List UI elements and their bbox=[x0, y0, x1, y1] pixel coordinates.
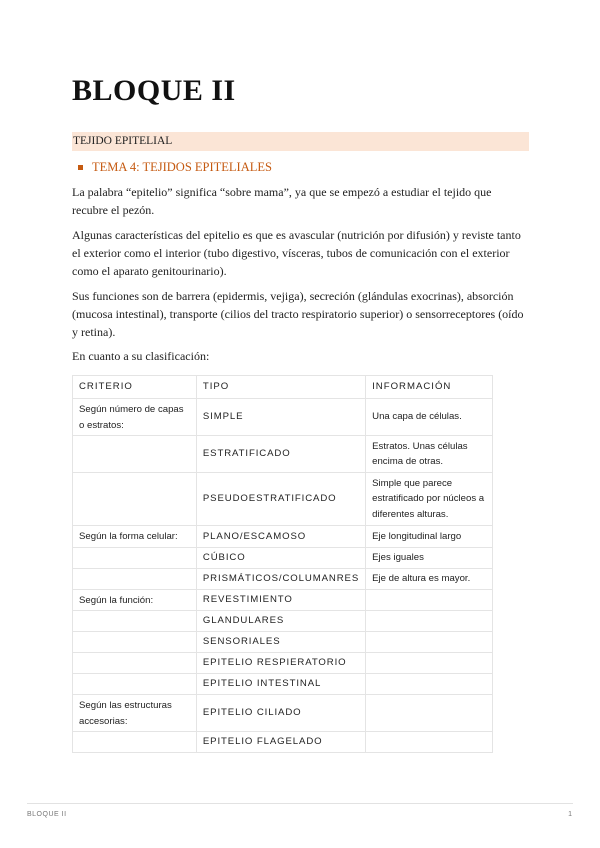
table-row bbox=[73, 568, 493, 589]
cell-tipo: EPITELIO INTESTINAL bbox=[196, 674, 365, 695]
paragraph-1: La palabra “epitelio” significa “sobre mama”, ya que se empezó a estudiar el tejido que recubre el pezón. bbox=[72, 185, 492, 217]
cell-criterio: Según las estructuras accesorias: bbox=[73, 695, 197, 732]
cell-criterio bbox=[73, 674, 197, 695]
table-row bbox=[73, 632, 493, 653]
cell-info: Simple que parece estratificado por núcleos a diferentes alturas. bbox=[366, 473, 493, 526]
cell-criterio: Según número de capas o estratos: bbox=[73, 399, 197, 436]
cell-tipo: EPITELIO CILIADO bbox=[196, 695, 365, 732]
cell-criterio: Según la forma celular: bbox=[73, 526, 197, 548]
cell-tipo: PLANO/ESCAMOSO bbox=[196, 526, 365, 548]
paragraph-2: Algunas características del epitelio es que es avascular (nutrición por difusión) y reviste tanto el exterior como el interior (tubo digestivo, vísceras, tubos de comunicación con el exterior como el aparato genitourinario). bbox=[72, 228, 521, 278]
tema-heading bbox=[78, 160, 272, 175]
cell-tipo: GLANDULARES bbox=[196, 611, 365, 632]
cell-criterio bbox=[73, 473, 197, 526]
footer-divider bbox=[27, 803, 573, 804]
cell-criterio bbox=[73, 653, 197, 674]
cell-info: Una capa de células. bbox=[366, 399, 493, 436]
cell-info: Ejes iguales bbox=[366, 547, 493, 568]
cell-tipo: CÚBICO bbox=[196, 547, 365, 568]
cell-tipo: PRISMÁTICOS/COLUMANRES bbox=[196, 568, 365, 589]
section-heading: TEJIDO EPITELIAL bbox=[72, 132, 529, 151]
cell-info: Estratos. Unas células encima de otras. bbox=[366, 436, 493, 473]
cell-tipo: PSEUDOESTRATIFICADO bbox=[196, 473, 365, 526]
table-row bbox=[73, 399, 493, 436]
footer-left: BLOQUE II bbox=[27, 811, 67, 818]
table-header-row bbox=[73, 376, 493, 399]
table-row bbox=[73, 526, 493, 548]
bullet-icon bbox=[78, 165, 83, 170]
table-row bbox=[73, 732, 493, 753]
cell-tipo: SIMPLE bbox=[196, 399, 365, 436]
table-row bbox=[73, 589, 493, 611]
cell-info bbox=[366, 589, 493, 611]
cell-tipo: EPITELIO FLAGELADO bbox=[196, 732, 365, 753]
cell-info: Eje longitudinal largo bbox=[366, 526, 493, 548]
header-criterio: CRITERIO bbox=[73, 376, 197, 399]
cell-criterio: Según la función: bbox=[73, 589, 197, 611]
table-row bbox=[73, 473, 493, 526]
table-row bbox=[73, 611, 493, 632]
header-tipo: TIPO bbox=[196, 376, 365, 399]
cell-criterio bbox=[73, 732, 197, 753]
table-row bbox=[73, 436, 493, 473]
header-informacion: INFORMACIÓN bbox=[366, 376, 493, 399]
table-row bbox=[73, 653, 493, 674]
page-number: 1 bbox=[568, 811, 572, 818]
cell-info bbox=[366, 632, 493, 653]
cell-info: Eje de altura es mayor. bbox=[366, 568, 493, 589]
cell-criterio bbox=[73, 436, 197, 473]
table-row bbox=[73, 674, 493, 695]
cell-tipo: EPITELIO RESPIERATORIO bbox=[196, 653, 365, 674]
page-title: BLOQUE II bbox=[72, 74, 236, 107]
cell-info bbox=[366, 674, 493, 695]
table-row bbox=[73, 547, 493, 568]
cell-tipo: REVESTIMIENTO bbox=[196, 589, 365, 611]
cell-info bbox=[366, 695, 493, 732]
paragraph-4: En cuanto a su clasificación: bbox=[72, 349, 210, 363]
cell-criterio bbox=[73, 632, 197, 653]
paragraph-3: Sus funciones son de barrera (epidermis, vejiga), secreción (glándulas exocrinas), absorción (mucosa intestinal), transporte (cilios del tracto respiratorio superior) o sensorreceptores (oído y retina). bbox=[72, 289, 524, 339]
cell-tipo: SENSORIALES bbox=[196, 632, 365, 653]
cell-criterio bbox=[73, 611, 197, 632]
cell-criterio bbox=[73, 547, 197, 568]
cell-tipo: ESTRATIFICADO bbox=[196, 436, 365, 473]
tema-label: TEMA 4: TEJIDOS EPITELIALES bbox=[92, 160, 272, 174]
cell-info bbox=[366, 653, 493, 674]
classification-table bbox=[72, 375, 493, 753]
table-row bbox=[73, 695, 493, 732]
cell-criterio bbox=[73, 568, 197, 589]
cell-info bbox=[366, 732, 493, 753]
cell-info bbox=[366, 611, 493, 632]
